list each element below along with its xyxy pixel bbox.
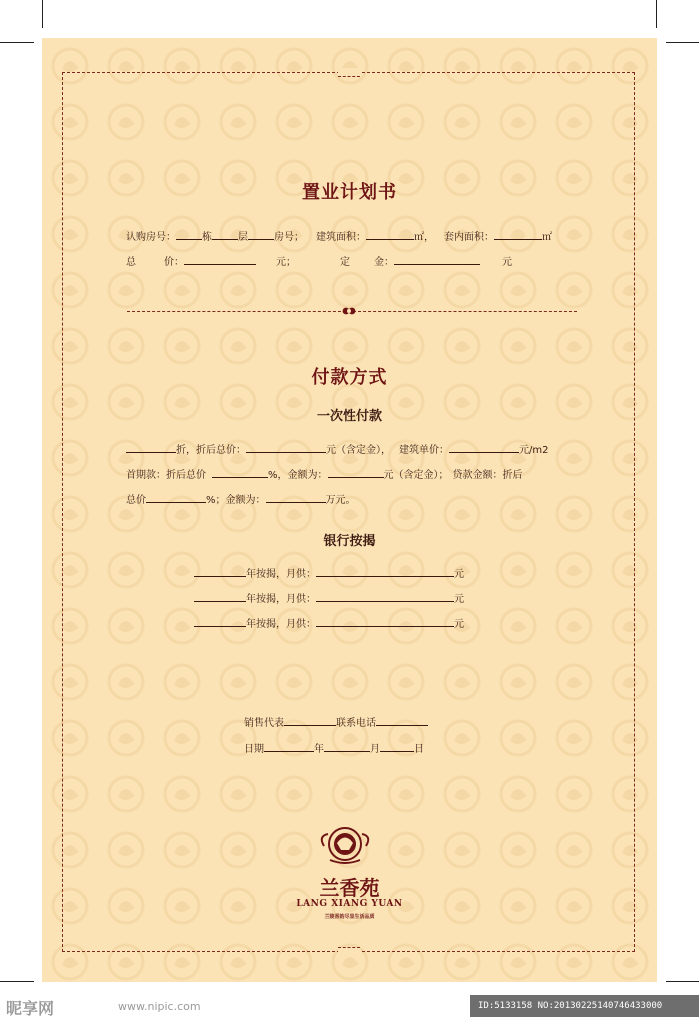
crop-mark — [656, 0, 657, 28]
blank-field[interactable] — [284, 715, 336, 726]
field-label: 总 — [126, 257, 136, 268]
field-label: 层 — [238, 232, 248, 243]
field-label: 元； — [276, 257, 296, 268]
brand-emblem-icon — [314, 824, 376, 870]
watermark-url: www.nipic.com — [118, 1000, 201, 1013]
blank-field[interactable] — [212, 467, 268, 478]
field-label: 金： — [374, 257, 394, 268]
lump-sum-title: 一次性付款 — [316, 409, 382, 424]
watermark-site: 昵享网 — [6, 999, 55, 1018]
blank-field[interactable] — [194, 591, 246, 602]
field-label: %；金额为： — [206, 495, 266, 506]
blank-field[interactable] — [494, 229, 542, 240]
field-label: 建筑面积： — [316, 232, 366, 243]
blank-field[interactable] — [328, 467, 384, 478]
field-label: 年 — [314, 744, 324, 755]
blank-field[interactable] — [126, 442, 176, 453]
blank-field[interactable] — [246, 442, 326, 453]
field-label: 贷款金额：折后 — [452, 470, 523, 481]
field-label: 首期款：折后总价 — [126, 470, 206, 481]
field-label: 联系电话 — [336, 718, 376, 729]
field-label: ㎡ — [542, 232, 552, 243]
field-label: 房号； — [274, 232, 304, 243]
field-label: 元 — [502, 257, 512, 268]
field-label: 元（含定金）， — [326, 445, 391, 456]
field-label: 建筑单价： — [399, 445, 449, 456]
field-label: 元 — [454, 594, 464, 605]
brand-name: 兰香苑 — [319, 876, 380, 900]
field-label: 元 — [454, 569, 464, 580]
field-label: 元 — [454, 619, 464, 630]
field-label: 认购房号： — [126, 232, 176, 243]
blank-field[interactable] — [380, 741, 414, 752]
field-label: 万元。 — [325, 495, 356, 506]
field-label: 年按揭，月供： — [246, 594, 316, 605]
mortgage-row — [194, 565, 464, 580]
crop-mark — [0, 981, 34, 982]
field-label: 套内面积： — [444, 232, 494, 243]
field-label: 年按揭，月供： — [246, 569, 316, 580]
date-line — [244, 740, 424, 755]
sales-contact-line — [244, 714, 428, 729]
purchase-line-2 — [126, 253, 512, 268]
field-label: 元（含定金）； — [383, 470, 449, 481]
field-label: 日期 — [244, 744, 264, 755]
border-notch — [338, 68, 360, 77]
blank-field[interactable] — [316, 591, 454, 602]
field-label: 日 — [414, 744, 424, 755]
lump-line-3 — [126, 491, 356, 506]
mortgage-row — [194, 615, 464, 630]
blank-field[interactable] — [449, 442, 519, 453]
page-title: 置业计划书 — [302, 182, 397, 203]
crop-mark — [666, 981, 699, 982]
blank-field[interactable] — [324, 741, 370, 752]
lump-line-1 — [126, 441, 548, 456]
mortgage-row — [194, 590, 464, 605]
blank-field[interactable] — [194, 616, 246, 627]
mortgage-title: 银行按揭 — [323, 534, 376, 549]
brand-tagline: 兰陵香韵尽显生活品质 — [324, 914, 375, 920]
blank-field[interactable] — [212, 229, 238, 240]
blank-field[interactable] — [194, 566, 246, 577]
blank-field[interactable] — [366, 229, 414, 240]
blank-field[interactable] — [176, 229, 202, 240]
crop-mark — [0, 42, 34, 43]
field-label: 销售代表 — [244, 718, 284, 729]
field-label: 年按揭，月供： — [246, 619, 316, 630]
border-notch — [338, 947, 360, 956]
knot-ornament-icon — [342, 304, 356, 318]
blank-field[interactable] — [264, 741, 314, 752]
field-label: 定 — [340, 257, 350, 268]
field-label: ㎡， — [414, 232, 434, 243]
field-label: 元/m2 — [519, 445, 549, 456]
field-label: 栋 — [202, 232, 212, 243]
crop-mark — [666, 42, 699, 43]
field-label: 折，折后总价： — [176, 445, 246, 456]
blank-field[interactable] — [394, 254, 480, 265]
lump-line-2 — [126, 466, 523, 481]
field-label: 总价 — [126, 495, 146, 506]
watermark-id: ID:5133158 NO:20130225140746433000 — [470, 995, 699, 1017]
blank-field[interactable] — [376, 715, 428, 726]
purchase-line-1 — [126, 228, 552, 243]
blank-field[interactable] — [248, 229, 274, 240]
field-label: 价： — [164, 257, 184, 268]
blank-field[interactable] — [266, 492, 326, 503]
blank-field[interactable] — [316, 566, 454, 577]
blank-field[interactable] — [316, 616, 454, 627]
brand-roman: LANG XIANG YUAN — [296, 899, 403, 909]
crop-mark — [42, 0, 43, 28]
field-label: %，金额为： — [268, 470, 328, 481]
document-page — [42, 38, 657, 982]
payment-title: 付款方式 — [311, 367, 388, 388]
field-label: 月 — [370, 744, 380, 755]
blank-field[interactable] — [184, 254, 256, 265]
dashed-border — [62, 72, 635, 952]
blank-field[interactable] — [146, 492, 206, 503]
